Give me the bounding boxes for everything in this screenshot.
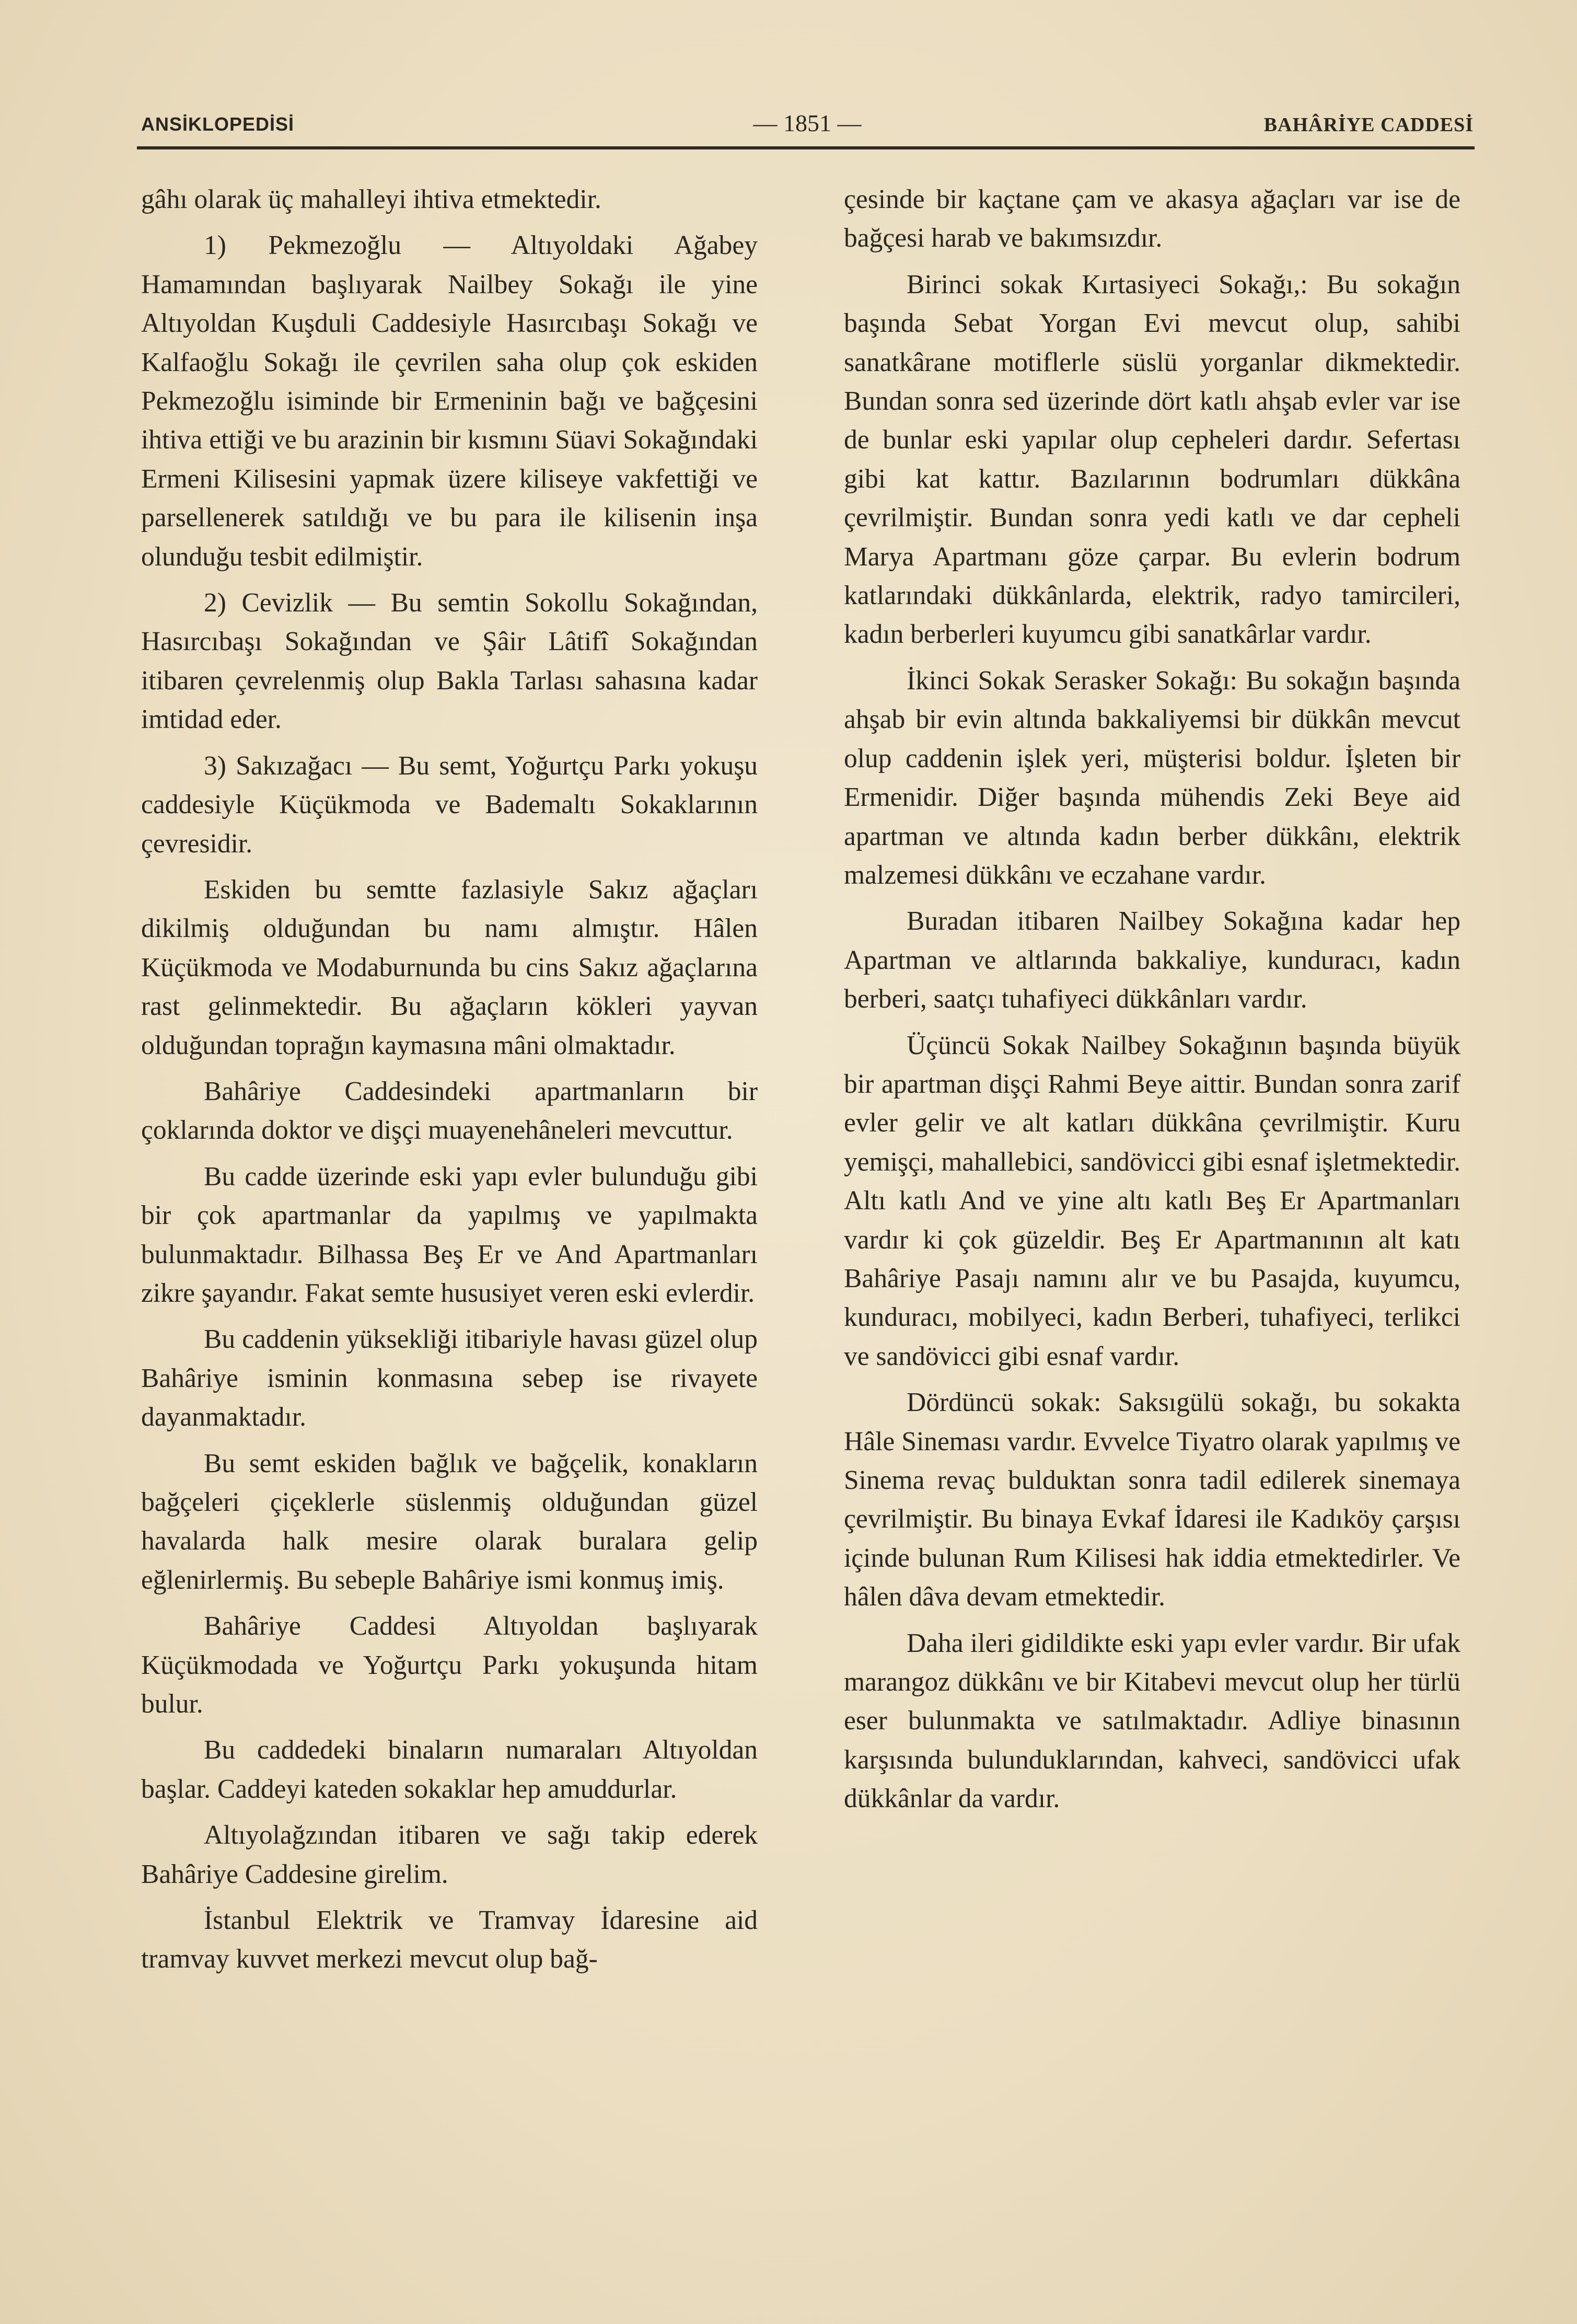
paragraph: İstanbul Elektrik ve Tramvay İdaresine aid tramvay kuvvet merkezi mevcut olup bağ- [141,1905,758,1974]
header-encyclopedia-title: ANSİKLOPEDİSİ [141,113,295,135]
paragraph: İkinci Sokak Serasker Sokağı: Bu sokağın başında ahşab bir evin altında bakkaliyemsi bir dükkân mevcut olup caddenin işlek yeri, müşterisi boldur. İşleten bir Ermenidir. Diğer başında mühendis Zeki Beye aid apartman ve altında kadın berber dükkânı, elektrik malzemesi dükkânı ve eczahane vardır. [844,665,1460,890]
paragraph: Bu caddenin yüksekliği itibariyle havası güzel olup Bahâriye isminin konmasına sebep ise rivayete dayanmaktadır. [141,1324,758,1432]
left-column [141,180,758,1986]
header-rule [137,146,1475,149]
paragraph: Dördüncü sokak: Saksıgülü sokağı, bu sokakta Hâle Sineması vardır. Evvelce Tiyatro olarak yapılmış ve Sinema revaç bulduktan sonra tadil edilerek sinemaya çevrilmiştir. Bu binaya Evkaf İdaresi ile Kadıköy çarşısı içinde bulunan Rum Kilisesi hak iddia etmektedirler. Ve hâlen dâva devam etmektedir. [844,1388,1460,1612]
paragraph: gâhı olarak üç mahalleyi ihtiva etmektedir. [141,184,601,214]
page-number: — 1851 — [753,110,862,136]
paragraph: Daha ileri gidildikte eski yapı evler vardır. Bir ufak marangoz dükkânı ve bir Kitabevi mevcut olup her türlü eser bulunmakta ve satılmaktadır. Adliye binasının karşısında bulunduklarından, kahveci, sandövicci ufak dükkânlar da vardır. [844,1628,1460,1814]
paragraph: Bahâriye Caddesindeki apartmanların bir çoklarında doktor ve dişçi muayenehâneleri mevcuttur. [141,1076,758,1146]
paragraph: Bu cadde üzerinde eski yapı evler bulunduğu gibi bir çok apartmanlar da yapılmış ve yapılmakta bulunmaktadır. Bilhassa Beş Er ve And Apartmanları zikre şayandır. Fakat semte hususiyet veren eski evlerdir. [141,1161,758,1308]
paragraph: 2) Cevizlik — Bu semtin Sokollu Sokağından, Hasırcıbaşı Sokağından ve Şâir Lâtifî Sokağından itibaren çevrelenmiş olup Bakla Tarlası sahasına kadar imtidad eder. [141,588,758,735]
paragraph: 3) Sakızağacı — Bu semt, Yoğurtçu Parkı yokuşu caddesiyle Küçükmoda ve Bademaltı Sokaklarının çevresidir. [141,750,758,859]
paragraph: Bahâriye Caddesi Altıyoldan başlıyarak Küçükmodada ve Yoğurtçu Parkı yokuşunda hitam bulur. [141,1611,758,1719]
paragraph: 1) Pekmezoğlu — Altıyoldaki Ağabey Hamamından başlıyarak Nailbey Sokağı ile yine Altıyoldan Kuşduli Caddesiyle Hasırcıbaşı Sokağı ve Kalfaoğlu Sokağı ile çevrilen saha olup çok eskiden Pekmezoğlu isiminde bir Ermeninin bağı ve bağçesini ihtiva ettiği ve bu arazinin bir kısmını Süavi Sokağındaki Ermeni Kilisesini yapmak üzere kiliseye vakfettiği ve parsellenerek satıldığı ve bu para ile kilisenin inşa olunduğu tesbit edilmiştir. [141,230,758,572]
paragraph: Eskiden bu semtte fazlasiyle Sakız ağaçları dikilmiş olduğundan bu namı almıştır. Hâlen Küçükmoda ve Modaburnunda bu cins Sakız ağaçlarına rast gelinmektedir. Bu ağaçların kökleri yayvan olduğundan toprağın kaymasına mâni olmaktadır. [141,874,758,1060]
paragraph: Bu caddedeki binaların numaraları Altıyoldan başlar. Caddeyi kateden sokaklar hep amuddurlar. [141,1735,758,1804]
paragraph: Altıyolağzından itibaren ve sağı takip ederek Bahâriye Caddesine girelim. [141,1820,758,1889]
paragraph: Bu semt eskiden bağlık ve bağçelik, konakların bağçeleri çiçeklerle süslenmiş olduğundan güzel havalarda halk mesire olarak buralara gelip eğlenirlermiş. Bu sebeple Bahâriye ismi konmuş imiş. [141,1448,758,1595]
paragraph: Üçüncü Sokak Nailbey Sokağının başında büyük bir apartman dişçi Rahmi Beye aittir. Bundan sonra zarif evler gelir ve alt katları dükkâna çevrilmiştir. Kuru yemişçi, mahallebici, sandövicci gibi esnaf işletmektedir. Altı katlı And ve yine altı katlı Beş Er Apartmanları vardır ki çok güzeldir. Beş Er Apartmanının alt katı Bahâriye Pasajı namını alır ve bu Pasajda, kuyumcu, kunduracı, mobilyeci, kadın Berberi, tuhafiyeci, terlikci ve sandövicci gibi esnaf vardır. [844,1030,1460,1371]
right-column [844,180,1460,1826]
paragraph: Buradan itibaren Nailbey Sokağına kadar hep Apartman ve altlarında bakkaliye, kunduracı, kadın berberi, saatçı tuhafiyeci dükkânları vardır. [844,906,1460,1014]
header-entry-title: BAHÂRİYE CADDESİ [1263,114,1474,136]
page-header [141,107,1474,138]
paragraph: çesinde bir kaçtane çam ve akasya ağaçları var ise de bağçesi harab ve bakımsızdır. [844,184,1460,253]
paragraph: Birinci sokak Kırtasiyeci Sokağı,: Bu sokağın başında Sebat Yorgan Evi mevcut olup, sahibi sanatkârane motiflerle süslü yorganlar dikmektedir. Bundan sonra sed üzerinde dört katlı ahşab evler var ise de bunlar eski yapılar olup cepheleri dardır. Sefertası gibi kat kattır. Bazılarının bodrumları dükkâna çevrilmiştir. Bundan sonra yedi katlı ve dar cepheli Marya Apartmanı göze çarpar. Bu evlerin bodrum katlarındaki dükkânlarda, elektrik, radyo tamircileri, kadın berberleri kuyumcu gibi sanatkârlar vardır. [844,269,1460,650]
